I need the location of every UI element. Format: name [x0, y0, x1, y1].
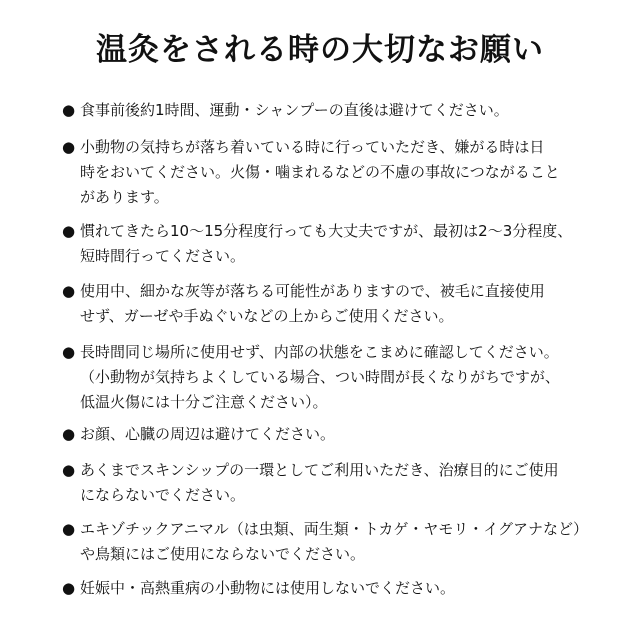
notice-item-7: [62, 458, 600, 508]
notice-item-3: [62, 219, 600, 269]
notice-item-9: [62, 576, 600, 601]
bullet-icon: ●: [62, 343, 76, 361]
notice-text: あくまでスキンシップの一環としてご利用いただき、治療目的にご使用 にならないでください。: [80, 461, 559, 504]
notice-item-5: [62, 340, 600, 415]
bullet-icon: ●: [62, 282, 76, 300]
notice-text: 小動物の気持ちが落ち着いている時に行っていただき、嫌がる時は日 時をおいてください。火傷・噛まれるなどの不慮の事故につながること があります。: [80, 138, 560, 206]
notice-text: 妊娠中・高熱重病の小動物には使用しないでください。: [80, 579, 456, 597]
notice-item-2: [62, 135, 600, 210]
notice-item-1: [62, 98, 600, 123]
notice-item-8: [62, 517, 600, 567]
notice-text: 慣れてきたら10～15分程度行っても大丈夫ですが、最初は2～3分程度、 短時間行ってください。: [80, 222, 573, 265]
notice-text: 食事前後約1時間、運動・シャンプーの直後は避けてください。: [80, 101, 509, 119]
bullet-icon: ●: [62, 579, 76, 597]
bullet-icon: ●: [62, 138, 76, 156]
bullet-icon: ●: [62, 101, 76, 119]
bullet-icon: ●: [62, 425, 76, 443]
bullet-icon: ●: [62, 461, 76, 479]
bullet-icon: ●: [62, 222, 76, 240]
notice-item-6: [62, 422, 600, 447]
notice-text: お顔、心臓の周辺は避けてください。: [80, 425, 336, 443]
notice-item-4: [62, 279, 600, 329]
notice-text: 長時間同じ場所に使用せず、内部の状態をこまめに確認してください。 （小動物が気持ちよくしている場合、つい時間が長くなりがちですが、 低温火傷には十分ご注意ください）。: [80, 343, 560, 411]
page-title: 温灸をされる時の大切なお願い: [96, 32, 544, 68]
notice-text: 使用中、細かな灰等が落ちる可能性がありますので、被毛に直接使用 せず、ガーゼや手ぬぐいなどの上からご使用ください。: [80, 282, 545, 325]
notice-text: エキゾチックアニマル（は虫類、両生類・トカゲ・ヤモリ・イグアナなど） や鳥類にはご使用にならないでください。: [80, 520, 589, 563]
bullet-icon: ●: [62, 520, 76, 538]
